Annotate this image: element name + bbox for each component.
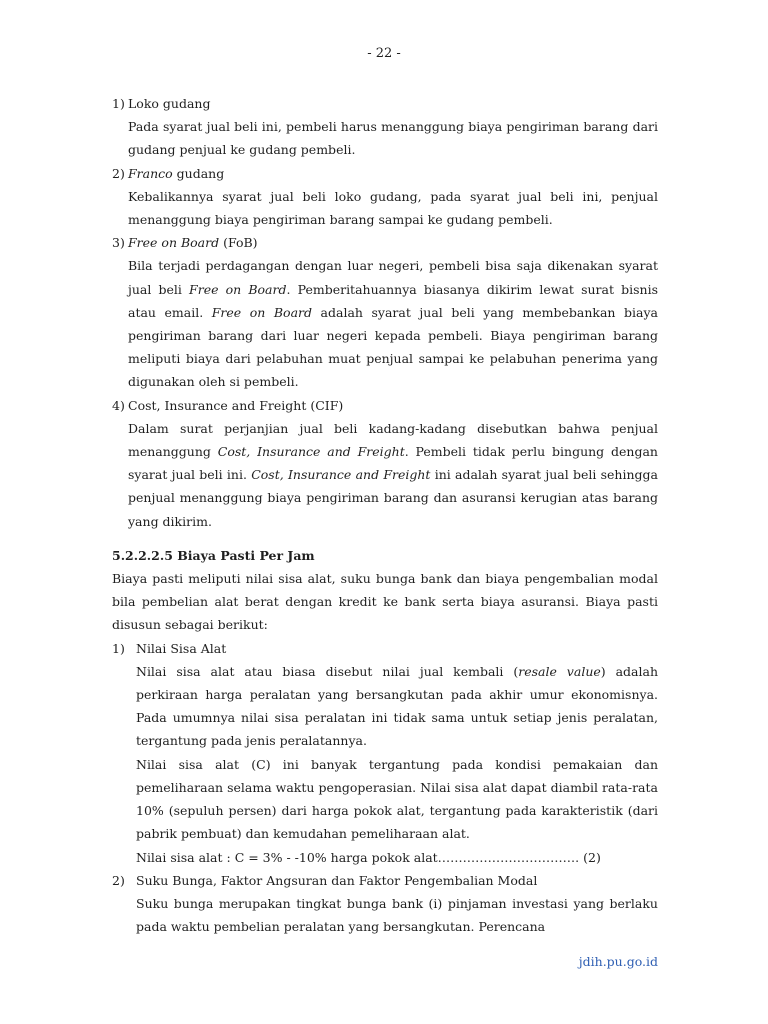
list-body: Kebalikannya syarat jual beli loko gudang, pada syarat jual beli ini, penjual menanggung biaya pengiriman barang sampai ke gudang pembeli. [128,188,658,228]
text-run: adalah syarat jual beli yang membebankan biaya pengiriman barang dari luar negeri kepada pembeli. Biaya pengiriman barang meliputi biaya dari pelabuhan muat penjual sampai ke pelabuhan penerima yang digunakan oleh si pembeli. [128,304,658,390]
list-item [112,869,658,892]
page-content [112,92,658,938]
italic-term: Free on Board [189,281,287,297]
list-body [112,254,658,393]
text-run: . Pemberitahuannya biasanya dikirim lewat surat bisnis atau email. [128,281,659,320]
italic-term: Free on Board [128,235,220,251]
list-item [112,92,658,115]
section-heading: 5.2.2.2.5 Biaya Pasti Per Jam [112,547,315,563]
list-title: Cost, Insurance and Freight (CIF) [128,397,344,413]
list-item [112,637,658,660]
list-item [112,231,658,254]
list-number: 1) [112,640,125,656]
list-title [128,231,258,254]
list-number: 4) [112,397,125,413]
italic-term: Cost, Insurance and Freight [217,444,405,460]
text-run: Dalam surat perjanjian jual beli kadang-kadang disebutkan bahwa penjual menanggung [128,420,658,460]
list-item [112,162,658,185]
list-title [128,162,224,185]
list-body: Suku bunga merupakan tingkat bunga bank (i) pinjaman investasi yang berlaku pada waktu pembelian peralatan yang bersangkutan. Perencana [136,895,658,935]
italic-term: resale value [518,663,601,679]
section-intro: Biaya pasti meliputi nilai sisa alat, suku bunga bank dan biaya pengembalian modal bila pembelian alat berat dengan kredit ke bank serta biaya asuransi. Biaya pasti disusun sebagai berikut: [112,571,658,633]
list-title: Suku Bunga, Faktor Angsuran dan Faktor Pengembalian Modal [136,872,538,888]
text-run: . Pembeli tidak perlu bingung dengan syarat jual beli ini. [128,444,658,483]
italic-term: Franco [128,165,173,181]
list-body [112,417,658,533]
list-number: 2) [112,872,125,888]
title-rest: (FoB) [219,235,258,251]
list-number: 3) [112,235,125,251]
title-rest: gudang [172,165,225,181]
text-run: Nilai sisa alat atau biasa disebut nilai jual kembali ( [136,663,519,679]
list-title: Loko gudang [128,96,211,111]
list-item [112,394,658,417]
list-number: 2) [112,165,125,181]
text-run: ini adalah syarat jual beli sehingga penjual menanggung biaya pengiriman barang dan asuransi kerugian atas barang yang dikirim. [128,467,658,529]
text-run: Bila terjadi perdagangan dengan luar negeri, pembeli bisa saja dikenakan syarat jual beli [128,258,658,297]
list-title: Nilai Sisa Alat [136,640,227,656]
text-run: ) adalah perkiraan harga peralatan yang bersangkutan pada akhir umur ekonomisnya. Pada umumnya nilai sisa peralatan ini tidak sama untuk setiap jenis peralatan, tergantung pada jenis peralatannya. [136,663,659,749]
italic-term: Cost, Insurance and Freight [251,467,431,483]
italic-term: Free on Board [211,304,312,320]
list-body: Nilai sisa alat (C) ini banyak tergantung pada kondisi pemakaian dan pemeliharaan selama waktu pengoperasian. Nilai sisa alat dapat diambil rata-rata 10% (sepuluh persen) dari harga pokok alat, tergantung pada karakteristik (dari pabrik pembuat) dan kemudahan pemeliharaan alat. [136,756,658,842]
list-body [112,660,658,753]
list-body: Pada syarat jual beli ini, pembeli harus menanggung biaya pengiriman barang dari gudang penjual ke gudang pembeli. [128,119,658,158]
list-number: 1) [112,96,125,111]
footer-link[interactable]: jdih.pu.go.id [578,954,658,969]
page-number: - 22 - [367,46,401,61]
formula-line: Nilai sisa alat : C = 3% - -10% harga pokok alat……………………………. (2) [136,849,601,865]
